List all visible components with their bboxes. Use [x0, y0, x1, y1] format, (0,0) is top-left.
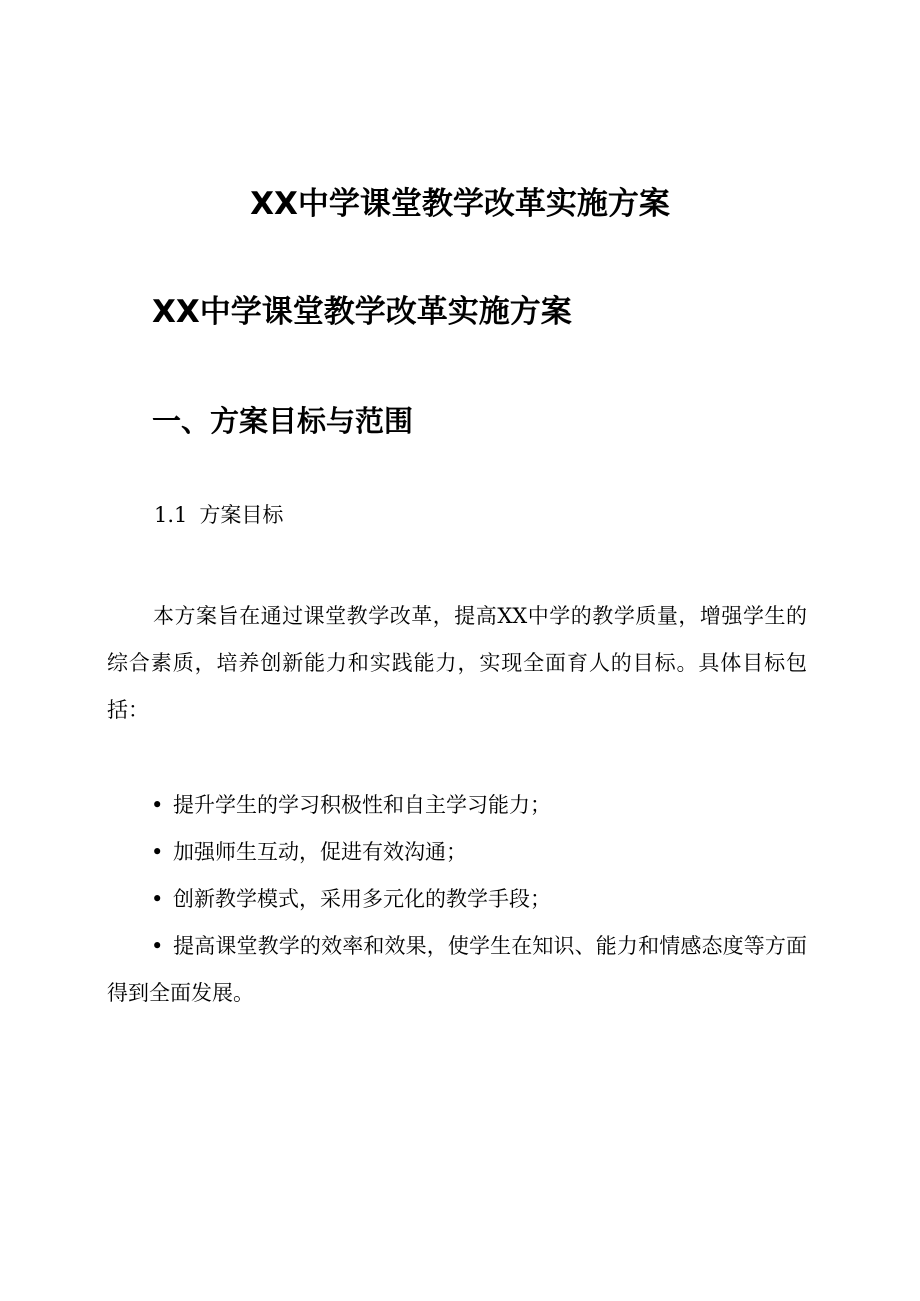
list-item	[107, 829, 807, 876]
bullet-icon: •	[151, 793, 164, 817]
list-item-text: 提高课堂教学的效率和效果，使学生在知识、能力和情感态度等方面得到全面发展。	[107, 934, 807, 1005]
list-item-text: 加强师生互动，促进有效沟通；	[173, 840, 467, 864]
list-item-text: 提升学生的学习积极性和自主学习能力；	[173, 793, 551, 817]
section-heading: 一、方案目标与范围	[152, 404, 414, 438]
main-heading: XX中学课堂教学改革实施方案	[152, 294, 572, 330]
list-item	[107, 782, 807, 829]
bullet-icon: •	[151, 934, 164, 958]
list-item	[107, 923, 807, 1017]
bullet-icon: •	[151, 840, 164, 864]
goal-list	[107, 782, 807, 1017]
subsection-heading	[154, 499, 283, 531]
list-item	[107, 876, 807, 923]
document-title: XX中学课堂教学改革实施方案	[250, 186, 670, 222]
bullet-icon: •	[151, 887, 164, 911]
list-item-text: 创新教学模式，采用多元化的教学手段；	[173, 887, 551, 911]
subsection-title: 方案目标	[199, 503, 284, 527]
subsection-number: 1.1	[154, 503, 188, 527]
body-paragraph: 本方案旨在通过课堂教学改革，提高XX中学的教学质量，增强学生的综合素质，培养创新能力和实践能力，实现全面育人的目标。具体目标包括：	[107, 604, 807, 722]
